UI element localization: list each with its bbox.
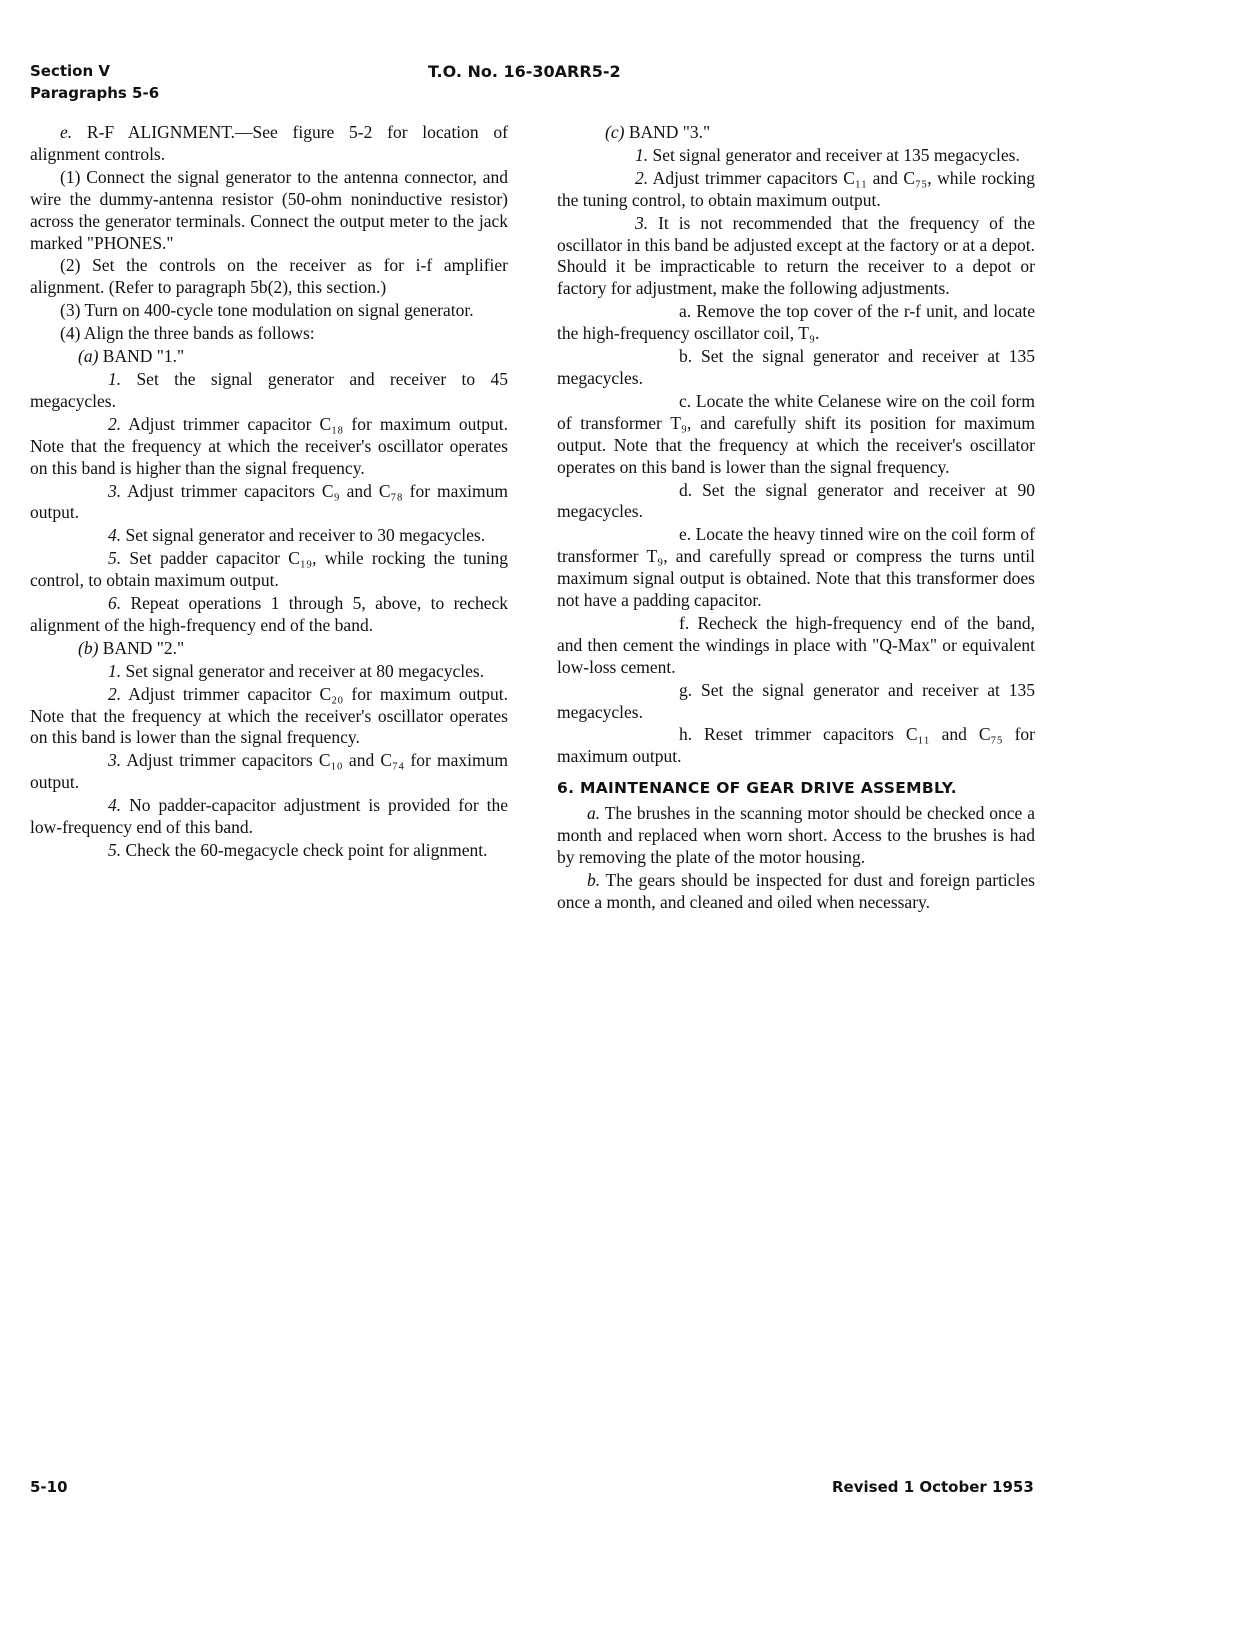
paragraph-label: 2. (108, 413, 122, 434)
paragraph-label: b. (587, 869, 601, 890)
paragraph-text: h. Reset trimmer capacitors C₁₁ and C₇₅ for maximum output. (557, 724, 1035, 767)
paragraph (30, 840, 508, 862)
paragraph-text: a. Remove the top cover of the r-f unit, and locate the high-frequency oscillator coil, T₉. (557, 301, 1035, 344)
paragraph-label: 1. (108, 660, 122, 681)
paragraph-label: e. (60, 122, 73, 142)
paragraph (557, 145, 1035, 167)
paragraph (30, 300, 508, 322)
paragraph-text: Repeat operations 1 through 5, above, to recheck alignment of the high-frequency end of the band. (30, 593, 508, 635)
paragraph (557, 122, 1035, 144)
paragraph (557, 803, 1035, 869)
paragraph-label: 5. (108, 840, 122, 860)
paragraph (30, 122, 508, 166)
paragraph-text: Check the 60-megacycle check point for alignment. (121, 840, 488, 860)
paragraph-label: 5. (108, 548, 122, 569)
paragraph (30, 167, 508, 255)
paragraph-text: Adjust trimmer capacitor C₂₀ for maximum output. Note that the frequency at which the receiver's oscillator operates on this band is lower than the signal frequency. (30, 683, 508, 748)
paragraph-label: (b) (78, 637, 99, 658)
paragraph-label: 3. (108, 480, 122, 501)
paragraph (557, 613, 1035, 679)
paragraph-text: d. Set the signal generator and receiver at 90 megacycles. (557, 479, 1035, 522)
paragraph-text: BAND "3." (624, 122, 711, 142)
paragraph (557, 213, 1035, 301)
paragraph-text: R-F ALIGNMENT.—See figure 5-2 for location of alignment controls. (30, 122, 508, 164)
paragraph (30, 255, 508, 299)
paragraph (557, 524, 1035, 612)
paragraph-text: (1) Connect the signal generator to the antenna connector, and wire the dummy-antenna resistor (50-ohm noninductive resistor) across the generator terminals. Connect the output meter to the jack marked "PHONES." (30, 166, 508, 253)
paragraph-text: f. Recheck the high-frequency end of the band, and then cement the windings in place with "Q-Max" or equivalent low-loss cement. (557, 612, 1035, 677)
paragraph (30, 795, 508, 839)
paragraph (30, 414, 508, 480)
paragraph-text: The gears should be inspected for dust and foreign particles once a month, and cleaned and oiled when necessary. (557, 869, 1035, 912)
paragraph-label: (c) (605, 122, 625, 142)
paragraph (30, 661, 508, 683)
paragraph (557, 724, 1035, 768)
paragraph-text: Adjust trimmer capacitors C₁₀ and C₇₄ for maximum output. (30, 750, 508, 793)
paragraph-label: 2. (108, 683, 122, 704)
paragraph-text: Adjust trimmer capacitor C₁₈ for maximum output. Note that the frequency at which the receiver's oscillator operates on this band is higher than the signal frequency. (30, 413, 508, 478)
paragraph (557, 680, 1035, 724)
paragraph (557, 301, 1035, 345)
paragraph (557, 346, 1035, 390)
paragraph (30, 323, 508, 345)
paragraph (557, 870, 1035, 914)
paragraph-text: No padder-capacitor adjustment is provided for the low-frequency end of this band. (30, 795, 508, 838)
paragraph-text: Set signal generator and receiver at 80 megacycles. (121, 660, 485, 681)
left-column (30, 122, 508, 863)
paragraph-label: 1. (635, 144, 649, 165)
paragraph-text: Set signal generator and receiver at 135 megacycles. (648, 144, 1020, 165)
paragraph-text: c. Locate the white Celanese wire on the coil form of transformer T₉, and carefully shift its position for maximum output. Note that the frequency at which the receiver's oscillator operates on this band is lower than the signal frequency. (557, 390, 1035, 477)
revision-date: Revised 1 October 1953 (832, 1478, 1034, 1496)
paragraph-text: (3) Turn on 400-cycle tone modulation on signal generator. (60, 300, 474, 321)
paragraph-text: (4) Align the three bands as follows: (60, 323, 315, 344)
paragraph-text: The brushes in the scanning motor should be checked once a month and replaced when worn short. Access to the brushes is had by removing the plate of the motor housing. (557, 803, 1035, 867)
paragraph-text: Adjust trimmer capacitors C₉ and C₇₈ for maximum output. (30, 480, 508, 523)
paragraph (557, 391, 1035, 479)
paragraph-label: 4. (108, 795, 122, 816)
paragraph-label: (a) (78, 346, 99, 367)
paragraph-text: Adjust trimmer capacitors C₁₁ and C₇₅, while rocking the tuning control, to obtain maximum output. (557, 167, 1035, 210)
paragraph-label: 6. (108, 593, 122, 614)
paragraph (30, 346, 508, 368)
paragraph-label: 2. (635, 167, 649, 188)
paragraph (30, 684, 508, 750)
paragraph (30, 525, 508, 547)
paragraph-text: BAND "1." (98, 346, 185, 367)
paragraph-text: b. Set the signal generator and receiver at 135 megacycles. (557, 346, 1035, 388)
paragraph (30, 593, 508, 637)
section-6-heading: 6. MAINTENANCE OF GEAR DRIVE ASSEMBLY. (557, 779, 957, 798)
paragraph (30, 638, 508, 660)
paragraph-label: 4. (108, 525, 122, 546)
paragraph-text: Set signal generator and receiver to 30 megacycles. (121, 525, 486, 546)
paragraph-text: (2) Set the controls on the receiver as for i-f amplifier alignment. (Refer to paragraph 5b(2), this section.) (30, 255, 508, 298)
page-number: 5-10 (30, 1478, 68, 1496)
paragraph (557, 168, 1035, 212)
right-column (557, 122, 1035, 915)
paragraph-label: 3. (108, 750, 122, 771)
section-label: Section V (30, 62, 110, 80)
paragraph (557, 480, 1035, 524)
paragraph-text: g. Set the signal generator and receiver at 135 megacycles. (557, 679, 1035, 722)
paragraph-text: BAND "2." (98, 637, 185, 658)
paragraph (30, 750, 508, 794)
paragraph (30, 481, 508, 525)
paragraph-text: e. Locate the heavy tinned wire on the coil form of transformer T₉, and carefully spread or compress the turns until maximum signal output is obtained. Note that this transformer does not have a padding capacitor. (557, 524, 1035, 611)
to-number: T.O. No. 16-30ARR5-2 (428, 62, 621, 81)
paragraph-text: Set padder capacitor C₁₉, while rocking the tuning control, to obtain maximum output. (30, 548, 508, 591)
paragraph (30, 369, 508, 413)
paragraph-label: a. (587, 803, 601, 824)
paragraph-label: 1. (108, 368, 122, 389)
paragraph (30, 548, 508, 592)
paragraph-label: 3. (635, 212, 649, 233)
paragraphs-label: Paragraphs 5-6 (30, 84, 160, 102)
paragraph-text: Set the signal generator and receiver to 45 megacycles. (30, 368, 508, 411)
paragraph-text: It is not recommended that the frequency of the oscillator in this band be adjusted except at the factory or at a depot. Should it be impracticable to return the receiver to a depot or factory for adjustment, make the following adjustments. (557, 212, 1035, 299)
